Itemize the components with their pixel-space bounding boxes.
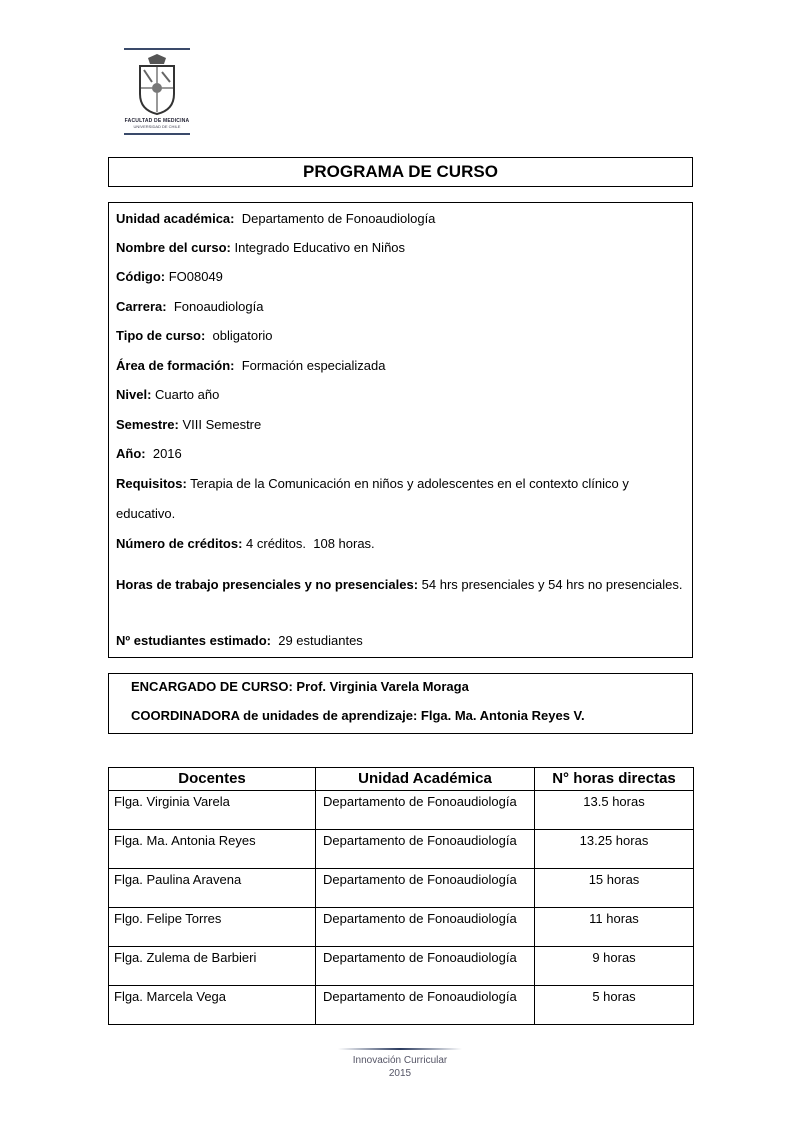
crest-icon — [134, 54, 180, 116]
logo-text-university: UNIVERSIDAD DE CHILE — [133, 124, 181, 129]
info-line — [116, 387, 684, 402]
info-line — [116, 417, 684, 432]
faculty-logo — [112, 48, 202, 140]
info-line — [116, 240, 684, 255]
info-value: obligatorio — [205, 328, 273, 343]
cell-unidad: Departamento de Fonoaudiología — [316, 908, 535, 947]
info-line — [116, 211, 684, 226]
info-value: 29 estudiantes — [271, 633, 363, 648]
info-line — [116, 575, 684, 594]
info-value: Terapia de la Comunicación en niños y adolescentes en el contexto clínico y — [186, 476, 629, 491]
info-label: Número de créditos: — [116, 536, 243, 551]
info-line — [116, 446, 684, 461]
cell-unidad: Departamento de Fonoaudiología — [316, 947, 535, 986]
info-value: VIII Semestre — [178, 417, 262, 432]
cell-unidad: Departamento de Fonoaudiología — [316, 869, 535, 908]
cell-horas: 9 horas — [535, 947, 694, 986]
course-coordinator: COORDINADORA de unidades de aprendizaje: Flga. Ma. Antonia Reyes V. — [131, 708, 585, 723]
table-row — [109, 830, 694, 869]
info-label: Área de formación: — [116, 358, 235, 373]
page-title: PROGRAMA DE CURSO — [108, 157, 693, 187]
info-value: Departamento de Fonoaudiología — [234, 211, 436, 226]
cell-unidad: Departamento de Fonoaudiología — [316, 791, 535, 830]
table-row — [109, 986, 694, 1025]
info-label: Nº estudiantes estimado: — [116, 633, 272, 648]
cell-unidad: Departamento de Fonoaudiología — [316, 830, 535, 869]
table-row — [109, 791, 694, 830]
footer-text: Innovación Curricular — [352, 1055, 448, 1066]
cell-horas: 15 horas — [535, 869, 694, 908]
info-label: Código: — [116, 269, 166, 284]
info-label: Carrera: — [116, 299, 167, 314]
cell-docente: Flga. Zulema de Barbieri — [109, 947, 316, 986]
info-value: 54 hrs presenciales y 54 hrs no presenciales. — [418, 577, 683, 592]
info-label: Requisitos: — [116, 476, 187, 491]
table-row — [109, 908, 694, 947]
logo-text-faculty: FACULTAD DE MEDICINA — [124, 118, 190, 124]
info-label: Nivel: — [116, 387, 152, 402]
info-line-continued: educativo. — [116, 506, 176, 521]
info-label: Semestre: — [116, 417, 179, 432]
cell-docente: Flga. Marcela Vega — [109, 986, 316, 1025]
teachers-table — [108, 767, 694, 1025]
cell-docente: Flga. Ma. Antonia Reyes — [109, 830, 316, 869]
cell-horas: 13.5 horas — [535, 791, 694, 830]
info-value: 2016 — [145, 446, 182, 461]
footer-logo — [338, 1048, 462, 1080]
info-label: Año: — [116, 446, 146, 461]
cell-horas: 5 horas — [535, 986, 694, 1025]
cell-docente: Flgo. Felipe Torres — [109, 908, 316, 947]
cell-horas: 13.25 horas — [535, 830, 694, 869]
info-value: Formación especializada — [234, 358, 386, 373]
header-unidad: Unidad Académica — [316, 768, 535, 791]
info-value: Integrado Educativo en Niños — [230, 240, 406, 255]
table-row — [109, 947, 694, 986]
cell-docente: Flga. Paulina Aravena — [109, 869, 316, 908]
cell-unidad: Departamento de Fonoaudiología — [316, 986, 535, 1025]
info-label: Horas de trabajo presenciales y no presenciales: — [116, 577, 419, 592]
course-manager: ENCARGADO DE CURSO: Prof. Virginia Varela Moraga — [131, 679, 469, 694]
cell-horas: 11 horas — [535, 908, 694, 947]
info-value: Cuarto año — [151, 387, 220, 402]
info-line — [116, 476, 684, 491]
info-line — [116, 358, 684, 373]
footer-year: 2015 — [388, 1068, 412, 1079]
info-value: 4 créditos. 108 horas. — [242, 536, 375, 551]
header-horas: N° horas directas — [535, 768, 694, 791]
info-value: FO08049 — [165, 269, 223, 284]
info-line — [116, 536, 684, 551]
course-staff-box — [108, 673, 693, 734]
info-label: Nombre del curso: — [116, 240, 231, 255]
info-line — [116, 299, 684, 314]
info-label: Tipo de curso: — [116, 328, 206, 343]
course-info-box — [108, 202, 693, 658]
table-row — [109, 869, 694, 908]
header-docentes: Docentes — [109, 768, 316, 791]
info-line — [116, 633, 684, 648]
info-line — [116, 269, 684, 284]
info-line — [116, 328, 684, 343]
cell-docente: Flga. Virginia Varela — [109, 791, 316, 830]
info-value: Fonoaudiología — [166, 299, 264, 314]
info-label: Unidad académica: — [116, 211, 235, 226]
